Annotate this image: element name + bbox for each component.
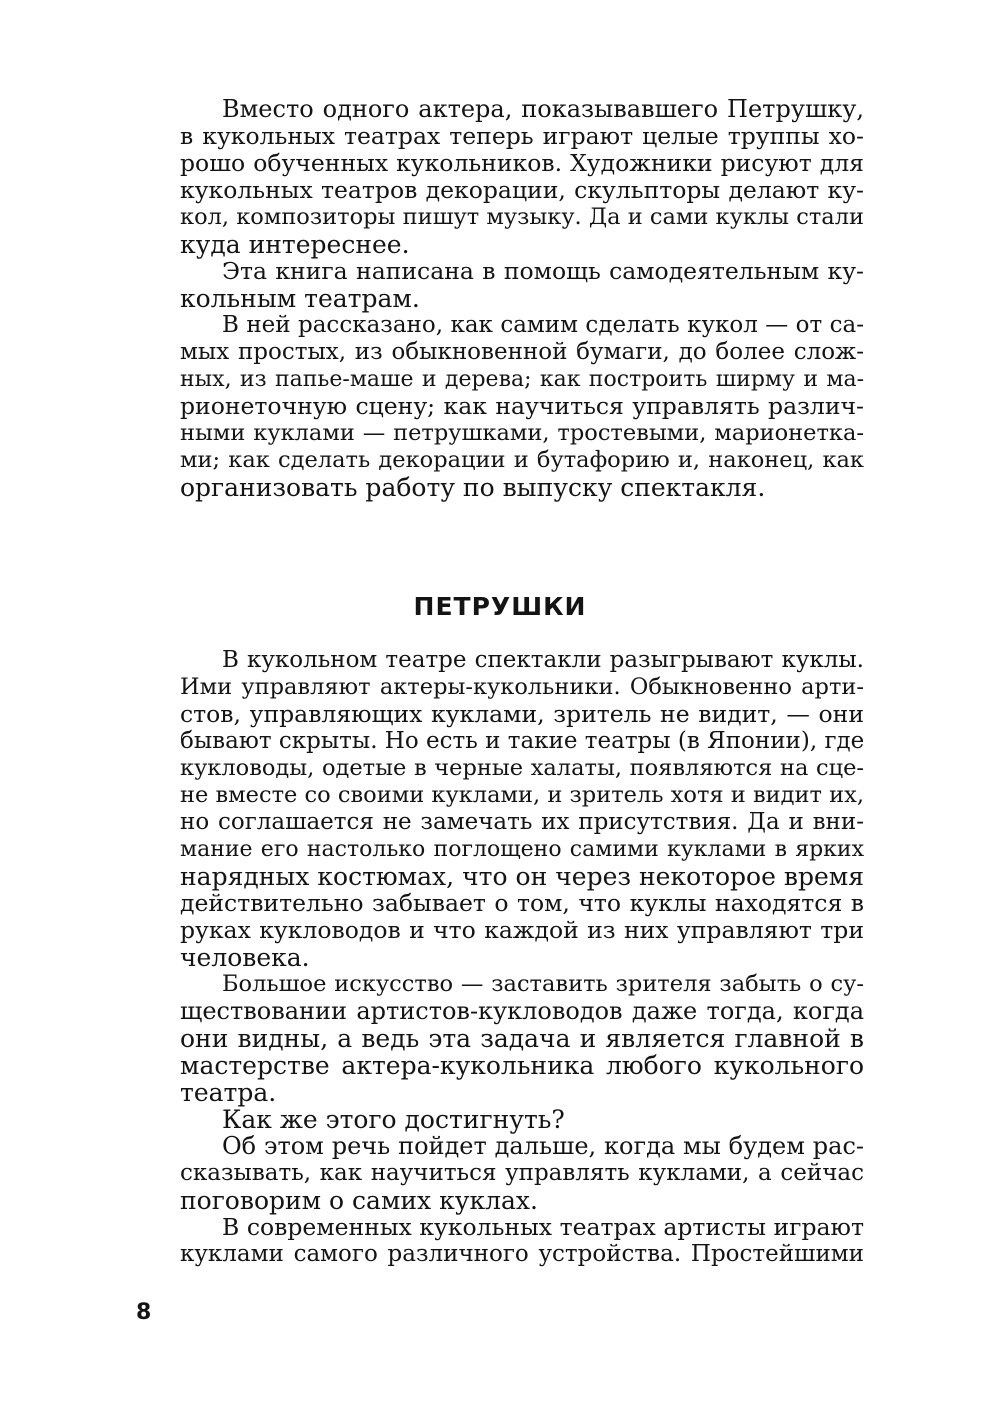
- text-line: они видны, а ведь эта задача и является главной в: [180, 1024, 864, 1053]
- text-line: действительно забывает о том, что куклы находятся в: [180, 889, 864, 917]
- text-line: бывают скрыты. Но есть и такие театры (в Японии), где: [180, 728, 865, 754]
- text-line: Как же этого достигнуть?: [222, 1105, 565, 1134]
- page-number: 8: [136, 1300, 152, 1325]
- section-text: [138, 647, 864, 1268]
- text-line: но соглашается не замечать их присутствия. Да и вни-: [180, 809, 864, 835]
- text-line: Эта книга написана в помощь самодеятельным ку-: [222, 257, 864, 285]
- text-line: кукловоды, одетые в черные халаты, появляются на сце-: [180, 755, 864, 781]
- text-line: поговорим о самих куклах.: [180, 1186, 538, 1215]
- text-line: В ней рассказано, как самим сделать кукол — от са-: [222, 312, 864, 338]
- text-line: ми; как сделать декорации и бутафорию и, наконец, как: [180, 447, 864, 473]
- intro-paragraph-2: [138, 258, 864, 312]
- text-line: человека.: [180, 943, 310, 972]
- text-line: сказывать, как научиться управлять куклами, а сейчас: [180, 1160, 864, 1186]
- intro-text: [138, 96, 864, 501]
- text-line: В кукольном театре спектакли разыгрывают куклы.: [222, 647, 864, 673]
- section-heading: ПЕТРУШКИ: [413, 592, 587, 621]
- section-paragraph-5: [138, 1214, 864, 1268]
- text-line: ных, из папье-маше и дерева; как построить ширму и ма-: [180, 367, 864, 392]
- text-line: руках кукловодов и что каждой из них управляют три: [180, 916, 864, 944]
- text-line: ществовании артистов-кукловодов даже тогда, когда: [180, 997, 864, 1025]
- text-line: Вместо одного актера, показывавшего Петрушку,: [222, 95, 864, 123]
- text-line: рошо обученных кукольников. Художники рисуют для: [180, 149, 864, 177]
- text-line: Ими управляют актеры-кукольники. Обыкновенно арти-: [180, 674, 864, 700]
- text-line: нарядных костюмах, что он через некоторое время: [180, 862, 864, 891]
- text-line: кукольных театров декорации, скульпторы делают ку-: [180, 176, 864, 204]
- text-line: куклами самого различного устройства. Простейшими: [180, 1241, 864, 1267]
- intro-paragraph-3: [138, 312, 864, 501]
- text-line: В современных кукольных театрах артисты играют: [222, 1213, 864, 1241]
- section-paragraph-1: [138, 647, 864, 971]
- text-line: мастерстве актера-кукольника любого кукольного: [180, 1051, 864, 1080]
- text-line: ными куклами — петрушками, тростевыми, марионетка-: [180, 420, 864, 446]
- text-line: мых простых, из обыкновенной бумаги, до более слож-: [180, 339, 864, 365]
- text-line: в кукольных театрах теперь играют целые труппы хо-: [180, 122, 864, 150]
- text-line: кол, композиторы пишут музыку. Да и сами куклы стали: [180, 204, 864, 230]
- text-line: Об этом речь пойдет дальше, когда мы будем рас-: [222, 1132, 864, 1160]
- section-paragraph-2: [138, 971, 864, 1106]
- text-line: не вместе со своими куклами, и зритель хотя и видит их,: [180, 782, 864, 808]
- text-line: мание его настолько поглощено самими куклами в ярких: [180, 837, 864, 862]
- text-line: Большое искусство — заставить зрителя забыть о су-: [222, 971, 864, 997]
- text-line: куда интереснее.: [180, 230, 410, 259]
- text-line: кольным театрам.: [180, 284, 420, 313]
- intro-paragraph-1: [138, 96, 864, 258]
- section-paragraph-4: [138, 1133, 864, 1214]
- text-line: театра.: [180, 1078, 277, 1107]
- text-line: стов, управляющих куклами, зритель не видит, — они: [180, 700, 864, 728]
- section-paragraph-3: [138, 1106, 864, 1133]
- text-line: организовать работу по выпуску спектакля.: [180, 473, 766, 502]
- text-line: рионеточную сцену; как научиться управлять различ-: [180, 392, 864, 420]
